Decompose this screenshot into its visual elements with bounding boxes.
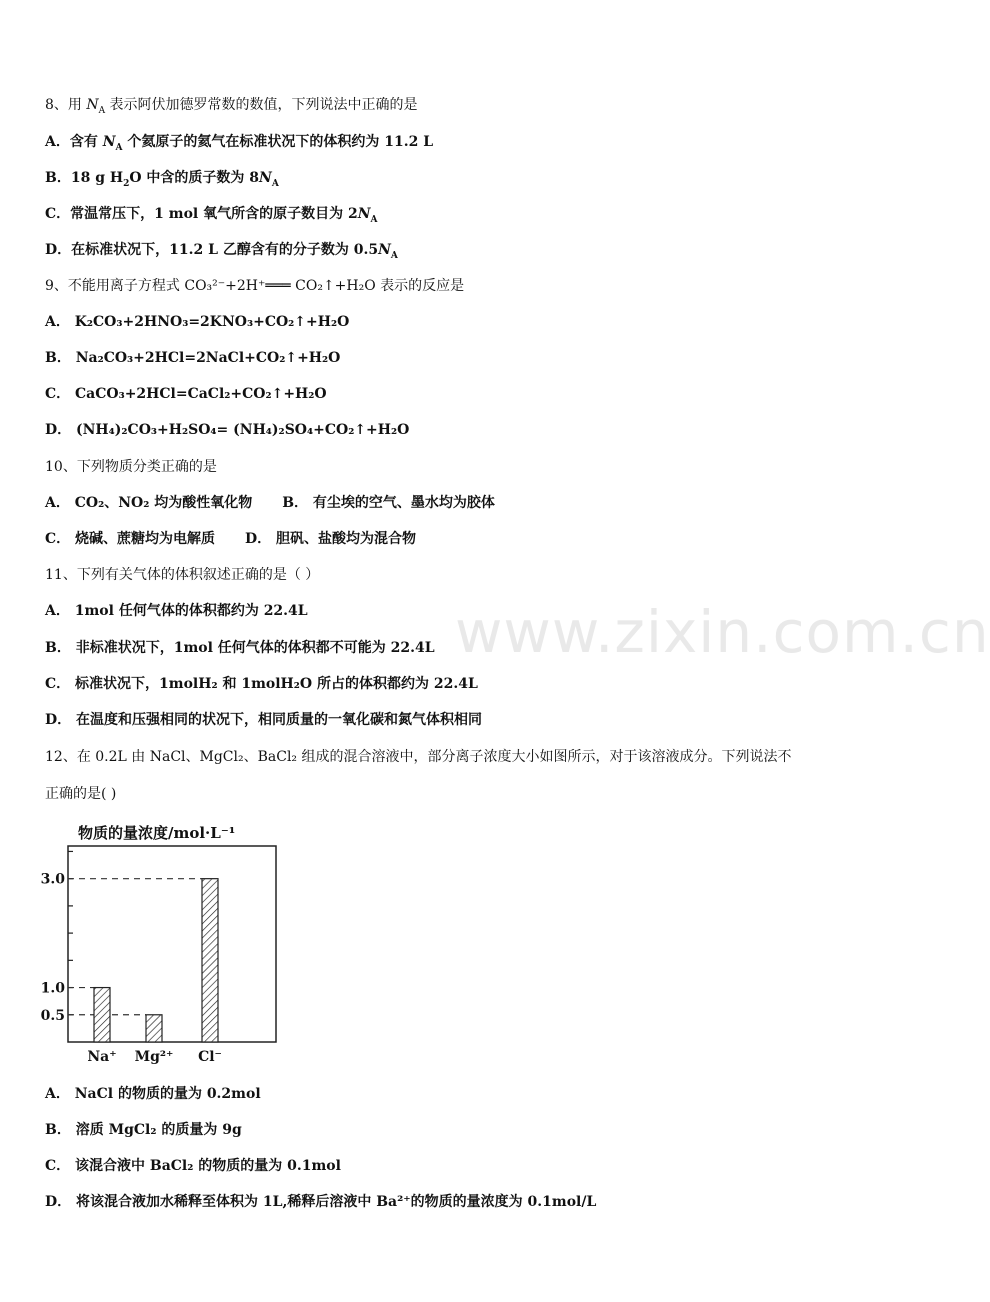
bars: [94, 879, 218, 1042]
x-axis-labels: [87, 1049, 222, 1065]
q12-stem-line1: 12、在 0.2L 由 NaCl、MgCl₂、BaCl₂ 组成的混合溶液中，部分离子浓度大小如图所示，对于该溶液成分。下列说法不: [45, 749, 792, 765]
q8-option-b: B．18 g $H_2O$ 中含的质子数为 $8N_A$: [45, 170, 279, 189]
q11-option-c: C． 标准状况下，1molH₂ 和 1molH₂O 所占的体积都约为 22.4L: [45, 676, 478, 692]
q9-option-b: B． Na₂CO₃+2HCl=2NaCl+CO₂↑+H₂O: [45, 350, 341, 366]
bar-2: [202, 879, 218, 1042]
q8-stem: 8、用 $N_A$ 表示阿伏加德罗常数的数值，下列说法中正确的是: [45, 97, 418, 116]
chart-title: 物质的量浓度/mol·L⁻¹: [78, 824, 236, 842]
q10-options-cd: [45, 529, 416, 549]
q10-option-c: C． 烧碱、蔗糖均为电解质: [45, 531, 216, 547]
q8-option-a: A．含有 $N_A$ 个氦原子的氦气在标准状况下的体积约为 11.2 L: [45, 134, 434, 153]
y-tick-label: 1.0: [40, 980, 65, 997]
q10-option-d: D． 胆矾、盐酸均为混合物: [245, 531, 417, 547]
bar-0: [94, 988, 110, 1042]
q12-option-c: C． 该混合液中 BaCl₂ 的物质的量为 0.1mol: [45, 1158, 341, 1174]
q11-option-b: B． 非标准状况下，1mol 任何气体的体积都不可能为 22.4L: [45, 640, 435, 656]
q11-option-d: D． 在温度和压强相同的状况下，相同质量的一氧化碳和氮气体积相同: [45, 712, 483, 728]
q8-option-c: C．常温常压下，1 mol 氧气所含的原子数目为 $2N_A$: [45, 206, 378, 225]
q8-option-d: D．在标准状况下，11.2 L 乙醇含有的分子数为 $0.5N_A$: [45, 242, 398, 261]
q10-stem: 10、下列物质分类正确的是: [45, 459, 217, 475]
q9-option-a: A． K₂CO₃+2HNO₃=2KNO₃+CO₂↑+H₂O: [45, 314, 350, 330]
x-tick-label: Mg²⁺: [134, 1049, 174, 1065]
watermark: www.zixin.com.cn: [455, 598, 990, 666]
y-tick-label: 3.0: [40, 871, 65, 888]
x-tick-label: Na⁺: [87, 1049, 117, 1065]
q9-option-c: C． CaCO₃+2HCl=CaCl₂+CO₂↑+H₂O: [45, 386, 327, 402]
q12-stem-line2: 正确的是( ): [45, 786, 117, 802]
y-tick-label: 0.5: [40, 1007, 65, 1024]
q10-options-ab: [45, 493, 495, 513]
q10-option-b: B． 有尘埃的空气、墨水均为胶体: [282, 495, 495, 511]
x-tick-label: Cl⁻: [198, 1049, 222, 1065]
q10-option-a: A． CO₂、NO₂ 均为酸性氧化物: [45, 495, 253, 511]
q12-option-a: A． NaCl 的物质的量为 0.2mol: [45, 1086, 261, 1102]
q11-stem: 11、下列有关气体的体积叙述正确的是（ ）: [45, 567, 320, 583]
q12-option-d: D． 将该混合液加水稀释至体积为 1L,稀释后溶液中 Ba²⁺的物质的量浓度为 0.1mol/L: [45, 1194, 597, 1210]
q9-option-d: D． (NH₄)₂CO₃+H₂SO₄= (NH₄)₂SO₄+CO₂↑+H₂O: [45, 422, 410, 438]
guide-lines: [68, 879, 202, 1015]
bar-1: [146, 1015, 162, 1042]
q11-option-a: A． 1mol 任何气体的体积都约为 22.4L: [45, 603, 308, 619]
ion-concentration-chart: [40, 820, 284, 1070]
q9-stem: 9、不能用离子方程式 CO₃²⁻+2H⁺═══ CO₂↑+H₂O 表示的反应是: [45, 278, 465, 294]
y-axis-labels: [41, 872, 66, 1024]
q12-option-b: B． 溶质 MgCl₂ 的质量为 9g: [45, 1122, 242, 1138]
